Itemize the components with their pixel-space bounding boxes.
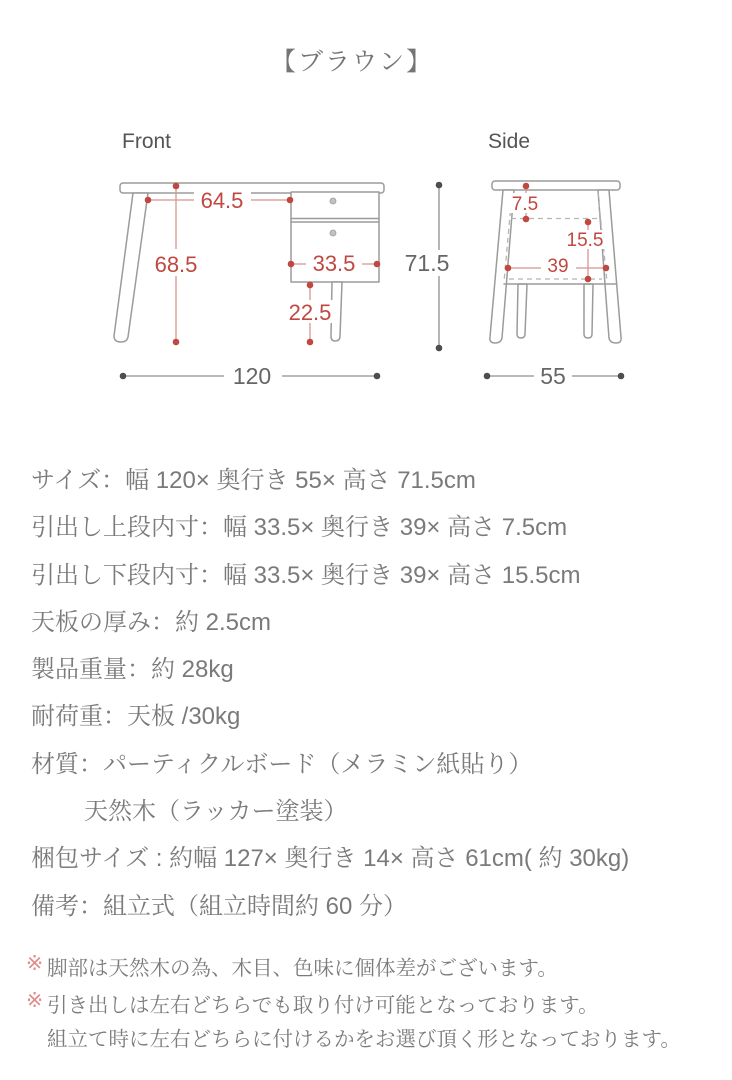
- spec-load-capacity: 耐荷重：天板 /30kg: [31, 703, 241, 731]
- spec-size: サイズ：幅 120× 奥行き 55× 高さ 71.5cm: [31, 467, 476, 494]
- side-desktop: [492, 181, 620, 190]
- spec-package-size: 梱包サイズ : 約幅 127× 奥行き 14× 高さ 61cm( 約 30kg): [31, 845, 630, 873]
- spec-drawer-lower: 引出し下段内寸：幅 33.5× 奥行き 39× 高さ 15.5cm: [31, 561, 581, 589]
- side-back-right-leg: [598, 190, 621, 343]
- side-dim-inner-depth: [505, 255, 610, 277]
- spec-drawer-upper: 引出し上段内寸：幅 33.5× 奥行き 39× 高さ 7.5cm: [31, 514, 568, 542]
- note-legs: [26, 951, 558, 981]
- side-view-drawing: [402, 130, 624, 389]
- svg-text:68.5: 68.5: [154, 252, 198, 277]
- spec-weight: 製品重量：約 28kg: [31, 656, 234, 684]
- note-marker: ※: [26, 989, 44, 1012]
- svg-text:71.5: 71.5: [404, 250, 450, 276]
- svg-text:39: 39: [547, 256, 569, 277]
- note-text: 引き出しは左右どちらでも取り付け可能となっております。: [47, 994, 599, 1017]
- front-view-label-text: Front: [122, 130, 172, 153]
- svg-text:120: 120: [232, 363, 272, 389]
- side-dim-total-depth: [484, 362, 625, 389]
- note-text: 組立て時に左右どちらに付けるかをお選び頂く形となっております。: [47, 1028, 681, 1051]
- note-marker: ※: [26, 952, 44, 975]
- spec-material-2: 天然木（ラッカー塗装）: [84, 798, 348, 826]
- front-top-drawer-knob: [330, 198, 336, 204]
- note-text: 脚部は天然木の為、木目、色味に個体差がございます。: [47, 957, 558, 980]
- side-view-label: Side: [488, 130, 531, 153]
- front-bottom-drawer-knob: [330, 230, 336, 236]
- note-drawer-side: [26, 988, 599, 1018]
- side-front-left-leg: [517, 284, 527, 338]
- svg-text:22.5: 22.5: [288, 300, 332, 325]
- note-drawer-side-continued: [26, 1022, 681, 1052]
- svg-text:33.5: 33.5: [312, 251, 356, 276]
- svg-text:64.5: 64.5: [200, 188, 244, 213]
- front-view-drawing: [114, 130, 384, 389]
- spec-material: 材質：パーティクルボード（メラミン紙貼り）: [31, 750, 533, 778]
- spec-remarks: 備考：組立式（組立時間約 60 分）: [31, 892, 408, 920]
- dimension-diagram: [0, 0, 732, 410]
- svg-text:7.5: 7.5: [511, 194, 539, 215]
- spec-list: [31, 457, 721, 930]
- spec-top-thickness: 天板の厚み：約 2.5cm: [31, 608, 272, 636]
- svg-text:55: 55: [540, 363, 566, 389]
- front-left-leg: [114, 193, 148, 342]
- side-dim-total-height: [402, 182, 454, 352]
- page-title: 【ブラウン】: [270, 48, 433, 76]
- front-dim-total-width: [120, 362, 381, 389]
- svg-text:15.5: 15.5: [566, 230, 604, 251]
- side-front-right-leg: [584, 284, 593, 338]
- front-dim-floor-clearance: [283, 282, 337, 346]
